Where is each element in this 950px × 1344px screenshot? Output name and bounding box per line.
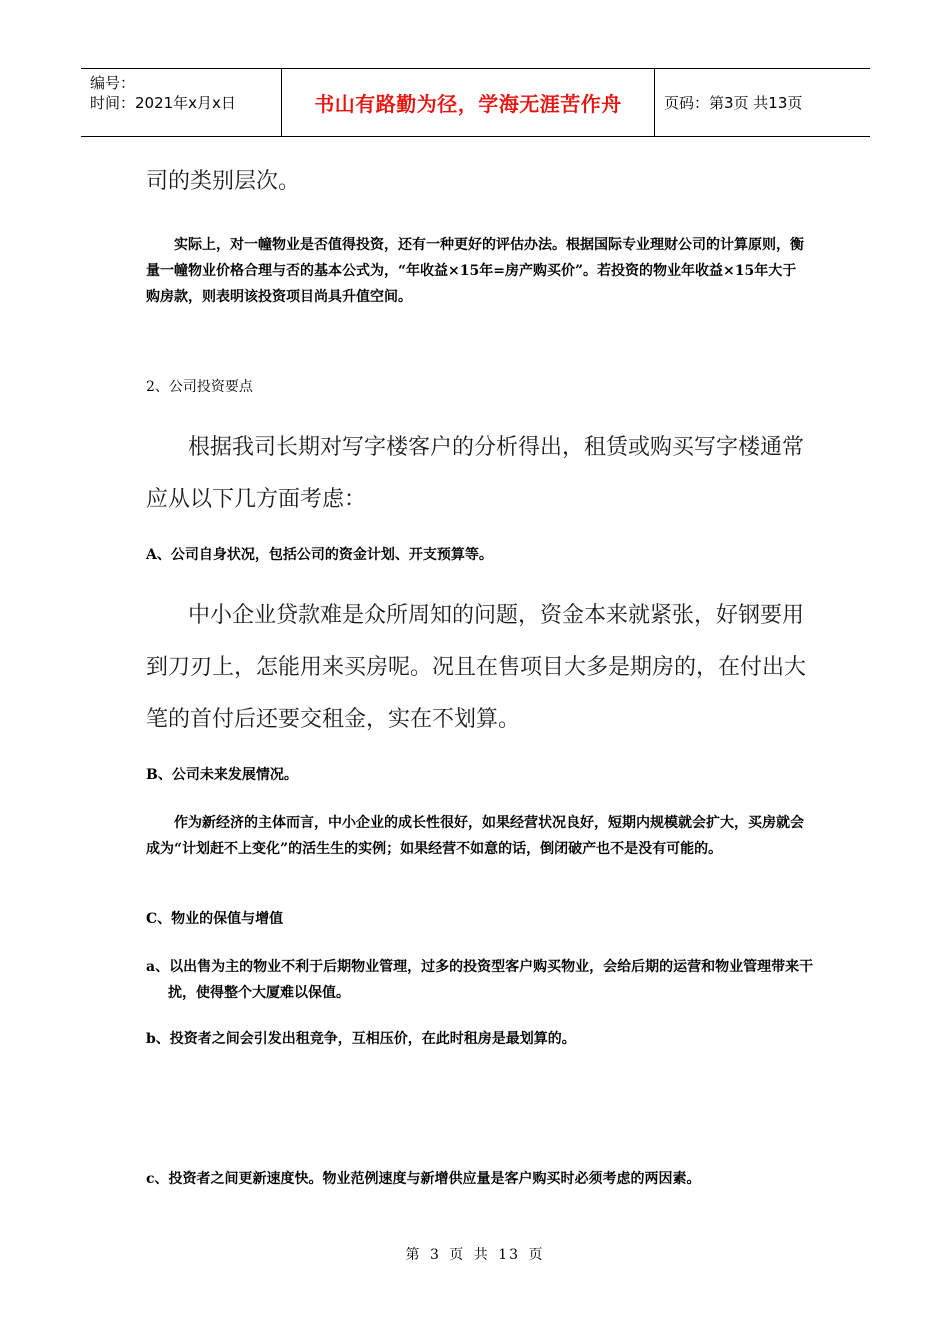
paragraph-continuation: 司的类别层次。 (146, 169, 301, 194)
paragraph-sme-financing: 中小企业贷款难是众所周知的问题，资金本来就紧张，好钢要用到刀刃上，怎能用来买房呢。况且在售项目大多是期房的，在付出大笔的首付后还要交租金，实在不划算。 (146, 603, 807, 732)
page-footer: 第 3 页 共 13 页 (405, 1247, 545, 1263)
item-b-future-development: B、公司未来发展情况。 (146, 767, 298, 783)
paragraph-valuation-method: 实际上，对一幢物业是否值得投资，还有一种更好的评估办法。根据国际专业理财公司的计算原则，衡量一幢物业价格合理与否的基本公式为，“年收益×15年=房产购买价”。若投资的物业年收益×15年大于购房款，则表明该投资项目尚具升值空间。 (146, 237, 804, 305)
header-motto: 书山有路勤为径，学海无涯苦作舟 (282, 69, 655, 136)
page-header (81, 68, 870, 137)
item-a-company-status: A、公司自身状况，包括公司的资金计划、开支预算等。 (146, 547, 493, 563)
document-number-label: 编号： (90, 74, 136, 92)
item-c-value-preservation: C、物业的保值与增值 (146, 911, 284, 927)
subitem-b-rental-competition: b、投资者之间会引发出租竞争，互相压价，在此时租房是最划算的。 (146, 1031, 576, 1047)
document-time-label: 时间：2021年x月x日 (90, 94, 236, 112)
paragraph-new-economy: 作为新经济的主体而言，中小企业的成长性很好，如果经营状况良好，短期内规模就会扩大，买房就会成为“计划赶不上变化”的活生生的实例；如果经营不如意的话，倒闭破产也不是没有可能的。 (146, 815, 804, 857)
header-page-info: 页码：第3页 共13页 (664, 94, 803, 112)
subitem-a-property-management: a、以出售为主的物业不利于后期物业管理，过多的投资型客户购买物业，会给后期的运营和物业管理带来干扰，使得整个大厦难以保值。 (146, 959, 814, 1001)
subitem-c-update-speed: c、投资者之间更新速度快。物业范例速度与新增供应量是客户购买时必须考虑的两因素。 (146, 1171, 701, 1187)
header-meta-cell (81, 69, 282, 136)
paragraph-considerations-intro: 根据我司长期对写字楼客户的分析得出，租赁或购买写字楼通常应从以下几方面考虑： (146, 435, 805, 512)
section-heading-investment-points: 2、公司投资要点 (146, 379, 253, 395)
